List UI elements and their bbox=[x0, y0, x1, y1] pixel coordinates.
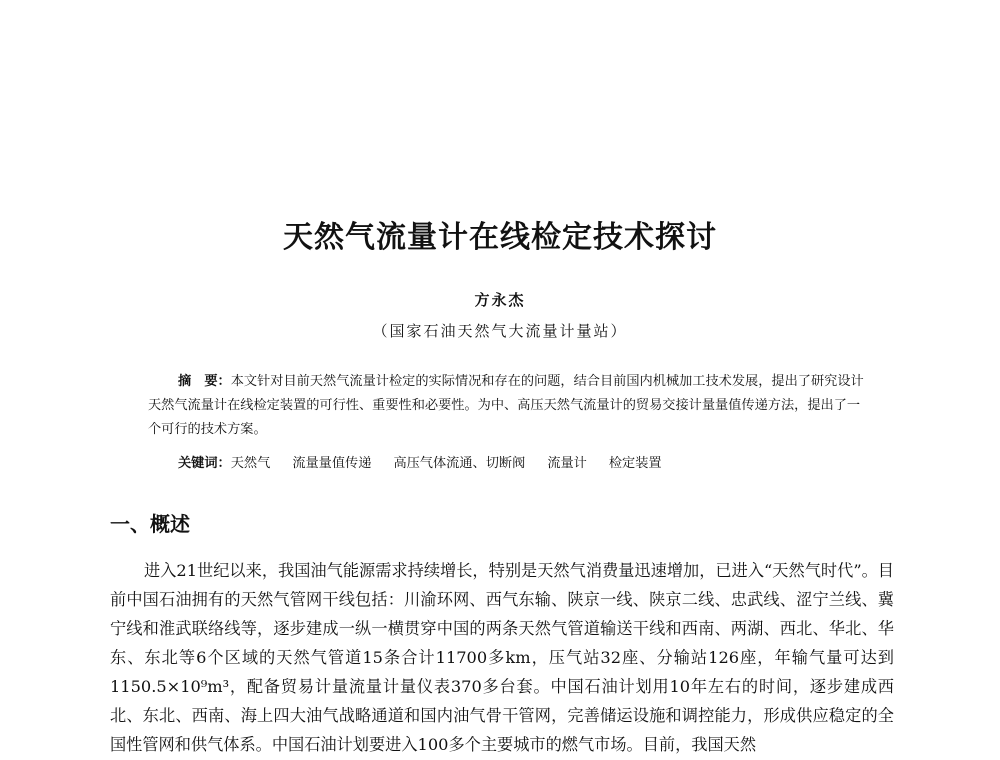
author-affiliation: （国家石油天然气大流量计量站） bbox=[372, 322, 628, 340]
abstract-label: 摘 要： bbox=[178, 374, 231, 389]
abstract-text: 本文针对目前天然气流量计检定的实际情况和存在的问题，结合目前国内机械加工技术发展，提出了研究设计天然气流量计在线检定装置的可行性、重要性和必要性。为中、高压天然气流量计的贸易交接计量量值传递方法，提出了一个可行的技术方案。 bbox=[148, 374, 864, 437]
author-name: 方永杰 bbox=[474, 291, 526, 309]
keywords-label: 关键词： bbox=[178, 456, 231, 471]
abstract bbox=[148, 370, 868, 442]
keyword-item: 高压气体流通、切断阀 bbox=[393, 456, 526, 471]
section-heading: 一、概述 bbox=[110, 512, 190, 536]
paper-title: 天然气流量计在线检定技术探讨 bbox=[283, 220, 717, 255]
keyword-item: 流量计 bbox=[547, 456, 587, 471]
keyword-item: 天然气 bbox=[230, 456, 271, 471]
body-paragraph: 进入21世纪以来，我国油气能源需求持续增长，特别是天然气消费量迅速增加，已进入“天然气时代”。目前中国石油拥有的天然气管网干线包括：川渝环网、西气东输、陕京一线、陕京二线、忠武线、涩宁兰线、冀宁线和淮武联络线等，逐步建成一纵一横贯穿中国的两条天然气管道输送干线和西南、两湖、西北、华北、华东、东北等6个区域的天然气管道15条合计11700多km，压气站32座、分输站126座，年输气量可达到1150.5×10⁹m³，配备贸易计量流量计量仪表370多台套。中国石油计划用10年左右的时间，逐步建成西北、东北、西南、海上四大油气战略通道和国内油气骨干管网，完善储运设施和调控能力，形成供应稳定的全国性管网和供气体系。中国石油计划要进入100多个主要城市的燃气市场。目前，我国天然 bbox=[110, 561, 894, 754]
keywords bbox=[178, 452, 684, 471]
keyword-item: 检定装置 bbox=[608, 456, 662, 471]
keyword-item: 流量量值传递 bbox=[292, 456, 372, 471]
